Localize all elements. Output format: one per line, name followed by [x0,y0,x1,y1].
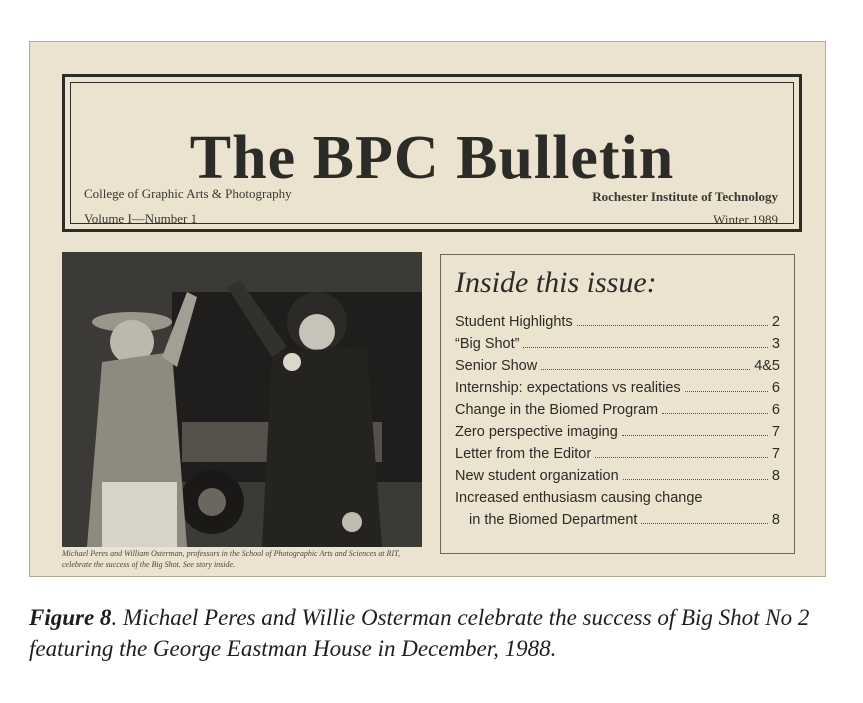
bulletin-title: The BPC Bulletin [189,124,675,192]
toc-leader-dots [662,413,768,414]
toc-item-page: 7 [771,446,780,462]
toc-item [455,377,780,399]
toc-item-page: 3 [771,336,780,352]
toc-leader-dots [622,435,768,436]
toc-item-title: New student organization [455,468,619,484]
toc-leader-dots [623,479,768,480]
toc-item-page: 8 [771,512,780,528]
toc-item [455,311,780,333]
masthead-inner-border [70,82,794,227]
toc-item-title: Senior Show [455,358,538,374]
photo-two-men-high-five [62,252,422,547]
photo-illustration [62,252,422,547]
inside-this-issue-box [440,254,795,554]
toc-item-title: Zero perspective imaging [455,424,618,440]
issue-date: Winter 1989 [713,212,778,227]
toc-item [455,443,780,465]
institution-name: Rochester Institute of Technology [592,189,778,204]
figure-caption [29,602,839,664]
toc-item-title: “Big Shot” [455,336,520,352]
toc-item-title-line2: in the Biomed Department [469,512,638,528]
masthead [62,74,802,232]
toc-leader-dots [577,325,768,326]
toc-item-page: 4&5 [754,358,780,374]
newsletter-scan [29,41,826,577]
toc-item [455,421,780,443]
toc-item-title-line1: Increased enthusiasm causing change [455,490,703,506]
toc-item [455,333,780,355]
toc-item-page: 6 [771,380,780,396]
volume-number: Volume I—Number 1 [84,211,198,226]
toc-item [455,355,780,377]
toc-item-page: 8 [771,468,780,484]
figure-caption-text: . Michael Peres and Willie Osterman celebrate the success of Big Shot No 2 featuring the George Eastman House in December, 1988. [29,605,810,661]
toc-leader-dots [541,369,750,370]
toc-item-title: Internship: expectations vs realities [455,380,681,396]
college-name: College of Graphic Arts & Photography [84,186,292,201]
figure-label: Figure 8 [29,605,112,630]
toc-item-line2 [455,509,780,531]
toc-leader-dots [685,391,768,392]
toc-leader-dots [595,457,768,458]
toc-item-title: Change in the Biomed Program [455,402,659,418]
toc-leader-dots [641,523,767,524]
toc-item-title: Letter from the Editor [455,446,592,462]
toc-list [455,311,780,531]
toc-leader-dots [523,347,767,348]
toc-item-page: 7 [771,424,780,440]
toc-item [455,487,780,531]
toc-item [455,399,780,421]
toc-heading: Inside this issue: [455,266,657,299]
photo-caption: Michael Peres and William Osterman, professors in the School of Photographic Arts and Sciences at RIT, celebrate the success of the Big Shot. See story inside. [62,549,400,569]
toc-item-page: 6 [771,402,780,418]
toc-item [455,465,780,487]
toc-item-title: Student Highlights [455,314,573,330]
toc-item-page: 2 [771,314,780,330]
